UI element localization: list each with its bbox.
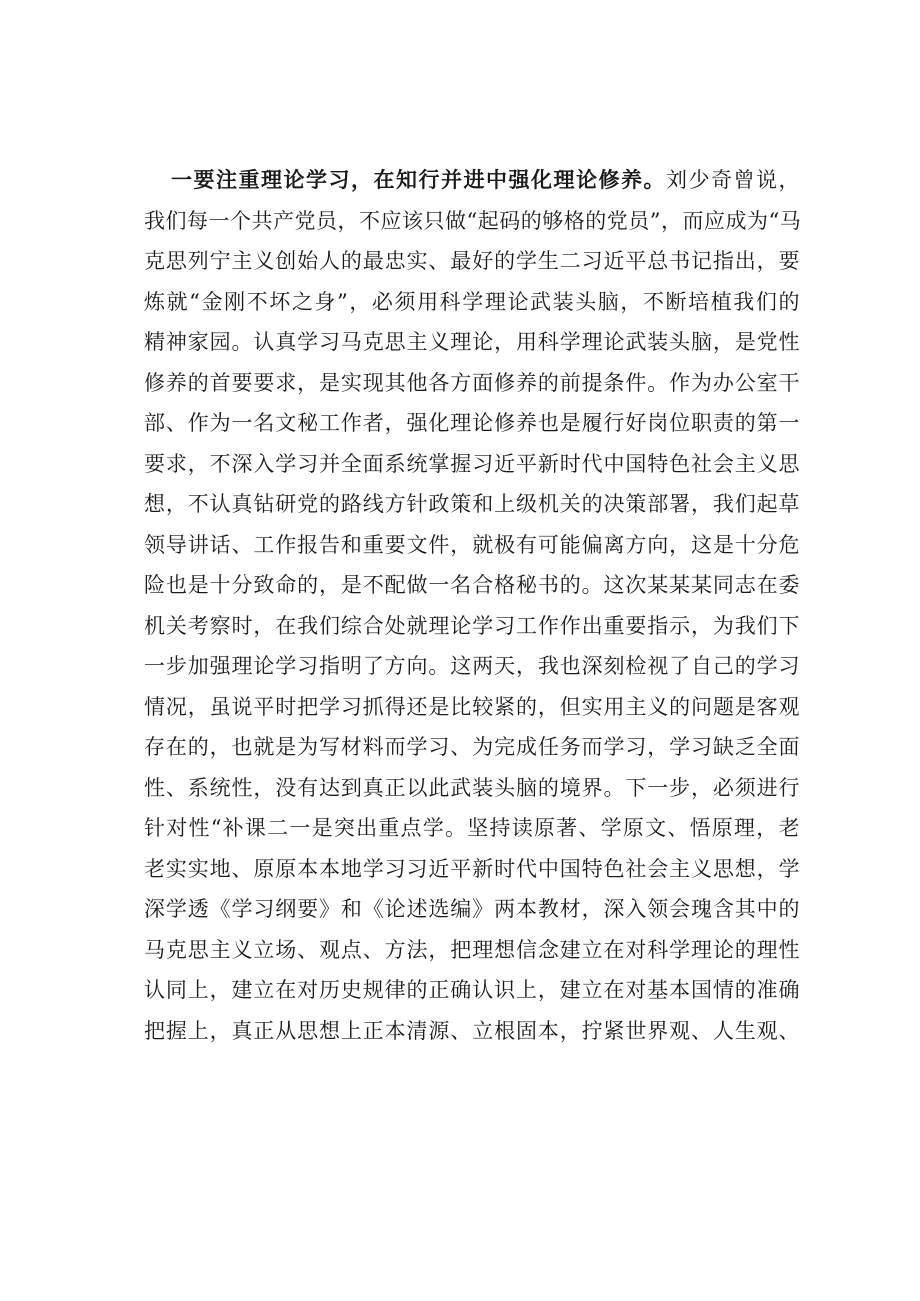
text-line: 老实实地、原原本本地学习习近平新时代中国特色社会主义思想，学 (144, 856, 800, 881)
text-line: 我们每一个共产党员，不应该只做“起码的够格的党员”，而应成为“马 (144, 208, 802, 233)
text-line: 修养的首要要求，是实现其他各方面修养的前提条件。作为办公室干 (144, 370, 800, 395)
text-line: 把握上，真正从思想上正本清源、立根固本，拧紧世界观、人生观、 (144, 1018, 800, 1043)
text-line: 克思列宁主义创始人的最忠实、最好的学生二习近平总书记指出，要 (144, 249, 800, 273)
paragraph-heading: 一要注重理论学习，在知行并进中强化理论修养。 (171, 167, 666, 192)
paragraph-first-line (144, 160, 800, 201)
text-line: 认同上，建立在对历史规律的正确认识上，建立在对基本国情的准确 (144, 978, 800, 1002)
text-line: 机关考察时，在我们综合处就理论学习工作作出重要指示，为我们下 (144, 613, 800, 638)
text-line: 马克思主义立场、观点、方法，把理想信念建立在对科学理论的理性 (144, 937, 800, 962)
text-line: 深学透《学习纲要》和《论述选编》两本教材，深入领会瑰含其中的 (144, 897, 800, 921)
text-line: 部、作为一名文秘工作者，强化理论修养也是履行好岗位职责的第一 (144, 411, 800, 435)
text-line: 领导讲话、工作报告和重要文件，就极有可能偏离方向，这是十分危 (144, 532, 800, 557)
text-line: 要求，不深入学习并全面系统掌握习近平新时代中国特色社会主义思 (144, 451, 800, 476)
body-paragraph (144, 160, 800, 1051)
text-line: 炼就“金刚不坏之身”，必须用科学理论武装头脑，不断培植我们的 (144, 289, 800, 314)
text-line: 精神家园。认真学习马克思主义理论，用科学理论武装头脑，是党性 (144, 330, 800, 354)
text-line: 一步加强理论学习指明了方向。这两天，我也深刻检视了自己的学习 (144, 654, 800, 678)
text-line: 针对性“补课二一是突出重点学。坚持读原著、学原文、悟原理，老 (144, 816, 800, 840)
text-line: 险也是十分致命的，是不配做一名合格秘书的。这次某某某同志在委 (144, 573, 800, 597)
text-line: 情况，虽说平时把学习抓得还是比较紧的，但实用主义的问题是客观 (144, 694, 800, 719)
first-line-rest: 刘少奇曾说， (666, 168, 800, 192)
text-line: 想，不认真钻研党的路线方针政策和上级机关的决策部署，我们起草 (144, 492, 800, 516)
text-line: 性、系统性，没有达到真正以此武装头脑的境界。下一步，必须进行 (144, 775, 800, 800)
text-line: 存在的，也就是为写材料而学习、为完成任务而学习，学习缺乏全面 (144, 735, 800, 759)
